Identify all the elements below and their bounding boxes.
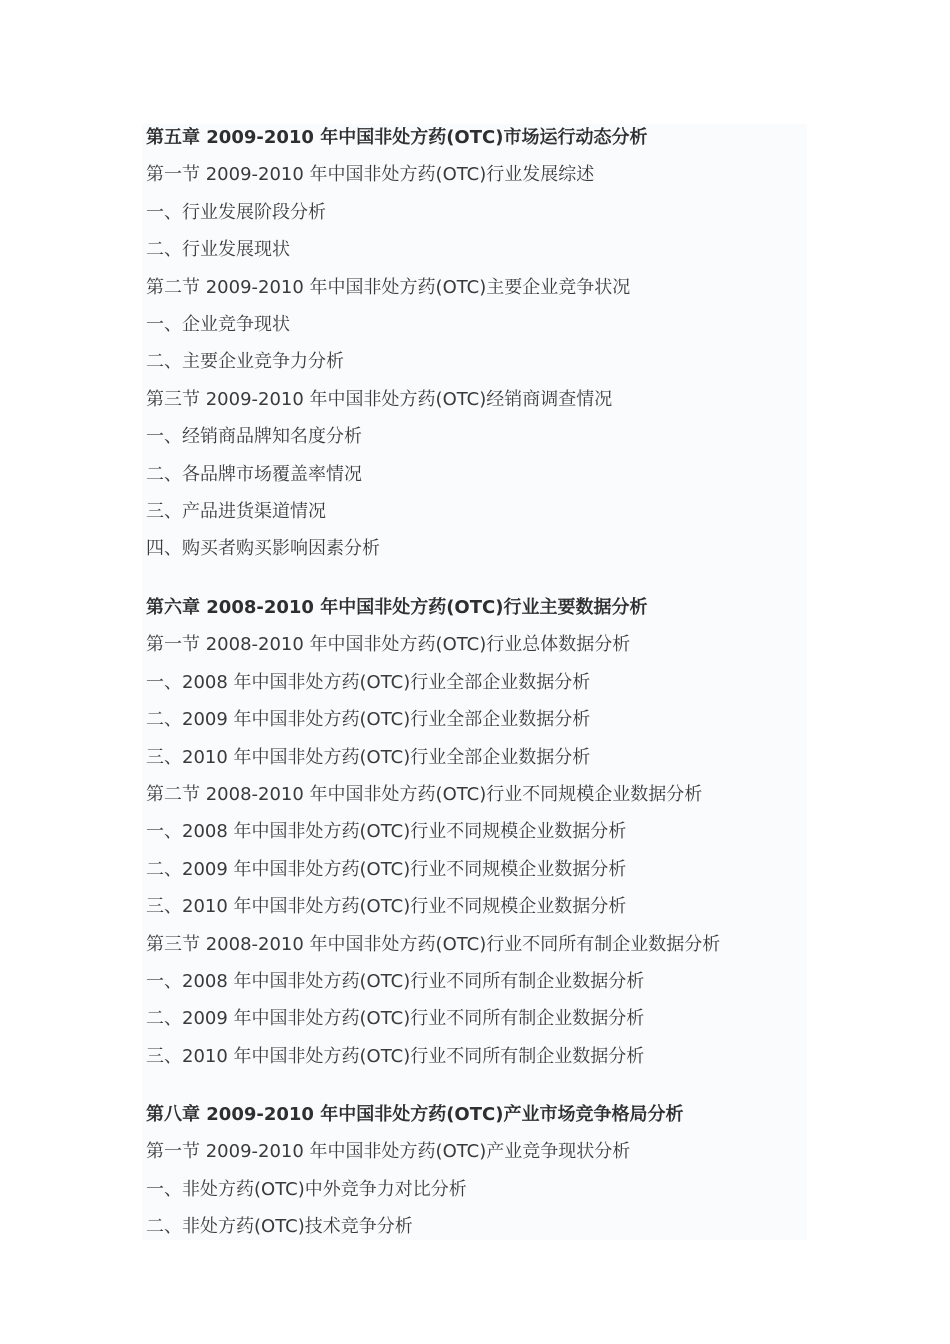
section-heading: 第二节 2008-2010 年中国非处方药(OTC)行业不同规模企业数据分析 [146,783,703,805]
list-item: 二、行业发展现状 [146,239,290,261]
section-heading: 第一节 2009-2010 年中国非处方药(OTC)产业竞争现状分析 [146,1141,631,1163]
chapter-heading: 第五章 2009-2010 年中国非处方药(OTC)市场运行动态分析 [146,127,648,148]
list-item: 一、企业竞争现状 [146,313,290,335]
list-item: 二、各品牌市场覆盖率情况 [146,463,362,485]
list-item: 一、2008 年中国非处方药(OTC)行业不同规模企业数据分析 [146,821,627,843]
list-item: 一、2008 年中国非处方药(OTC)行业全部企业数据分析 [146,671,591,693]
section-heading: 第二节 2009-2010 年中国非处方药(OTC)主要企业竞争状况 [146,276,631,298]
list-item: 二、2009 年中国非处方药(OTC)行业全部企业数据分析 [146,709,591,731]
list-item: 三、2010 年中国非处方药(OTC)行业不同规模企业数据分析 [146,896,627,918]
chapter-5-section [146,119,801,568]
list-item: 二、非处方药(OTC)技术竞争分析 [146,1216,413,1238]
chapter-8-section [146,1096,801,1246]
list-item: 四、购买者购买影响因素分析 [146,538,380,560]
list-item: 三、2010 年中国非处方药(OTC)行业不同所有制企业数据分析 [146,1045,645,1067]
list-item: 三、2010 年中国非处方药(OTC)行业全部企业数据分析 [146,746,591,768]
chapter-heading: 第八章 2009-2010 年中国非处方药(OTC)产业市场竞争格局分析 [146,1104,684,1125]
list-item: 一、行业发展阶段分析 [146,201,326,223]
section-heading: 第三节 2009-2010 年中国非处方药(OTC)经销商调查情况 [146,388,613,410]
section-heading: 第一节 2008-2010 年中国非处方药(OTC)行业总体数据分析 [146,634,631,656]
chapter-heading: 第六章 2008-2010 年中国非处方药(OTC)行业主要数据分析 [146,597,648,618]
list-item: 二、主要企业竞争力分析 [146,351,344,373]
list-item: 二、2009 年中国非处方药(OTC)行业不同所有制企业数据分析 [146,1008,645,1030]
section-heading: 第一节 2009-2010 年中国非处方药(OTC)行业发展综述 [146,164,595,186]
section-heading: 第三节 2008-2010 年中国非处方药(OTC)行业不同所有制企业数据分析 [146,933,721,955]
list-item: 一、非处方药(OTC)中外竞争力对比分析 [146,1178,467,1200]
list-item: 二、2009 年中国非处方药(OTC)行业不同规模企业数据分析 [146,858,627,880]
chapter-6-section [146,589,801,1075]
list-item: 三、产品进货渠道情况 [146,500,326,522]
list-item: 一、经销商品牌知名度分析 [146,426,362,448]
list-item: 一、2008 年中国非处方药(OTC)行业不同所有制企业数据分析 [146,970,645,992]
